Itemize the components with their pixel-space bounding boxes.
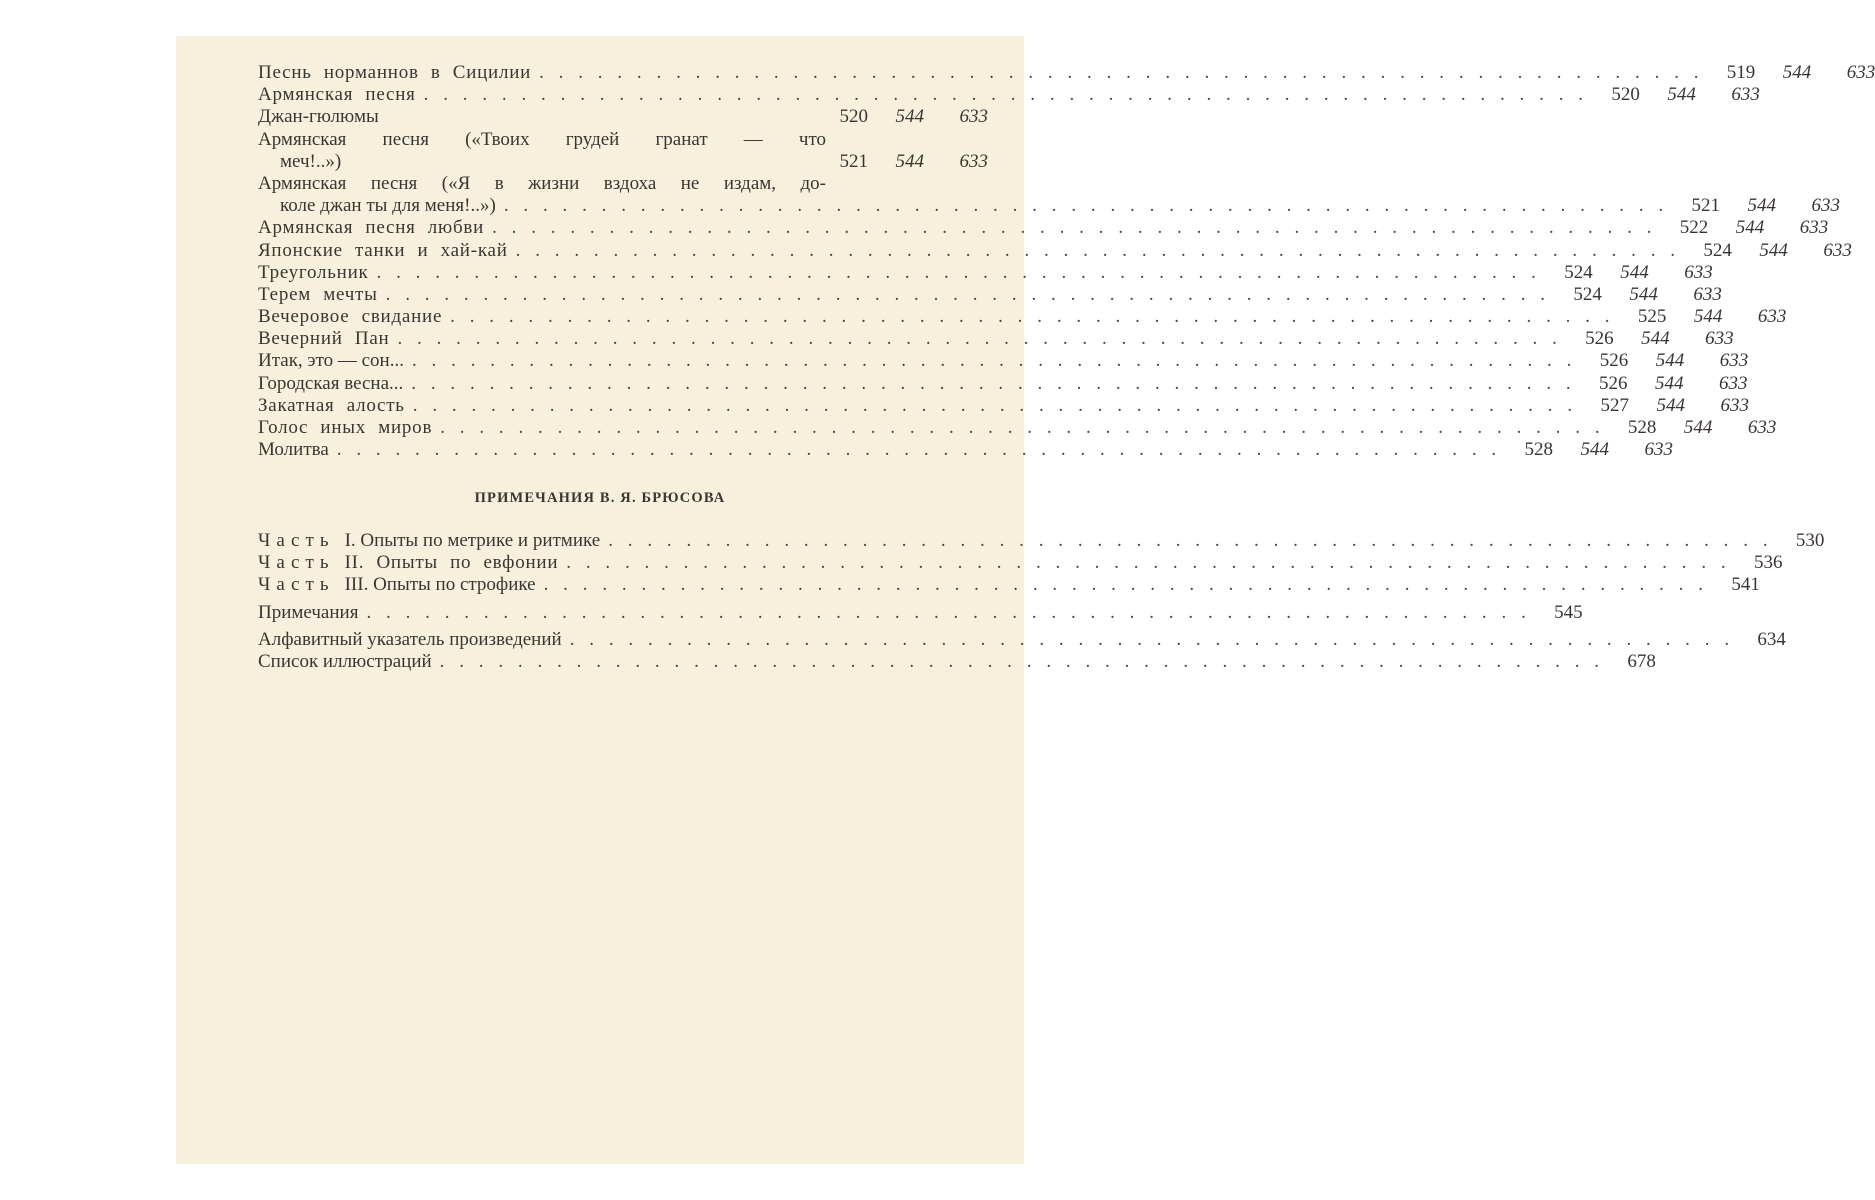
entry-title-line2: меч!..») <box>280 150 342 172</box>
index-page: 633 <box>1757 306 1787 328</box>
page-number: 520 <box>1611 84 1640 106</box>
commentary-page: 544 <box>1580 439 1609 461</box>
index-page: 633 <box>1719 350 1749 372</box>
index-page: 633 <box>1846 62 1875 83</box>
page-number: 530 <box>1795 530 1825 551</box>
page-number: 521 <box>1691 195 1721 217</box>
leader-dots: ............................................................ <box>385 283 1560 305</box>
leader-dots: ............................................................ <box>423 84 1598 106</box>
leader-dots: ............................................................ <box>450 306 1625 328</box>
leader-dots: ............................................................ <box>543 574 1718 596</box>
leader-dots: ............................................................ <box>397 328 1572 350</box>
index-page: 633 <box>1799 217 1829 239</box>
index-page: 633 <box>959 106 988 128</box>
page-number: 541 <box>1731 574 1760 596</box>
page-number: 521 <box>839 150 868 172</box>
toc-entry <box>258 261 1713 284</box>
toc-entry <box>258 350 1749 372</box>
entry-title: Примечания <box>258 601 359 623</box>
part-label: Часть <box>258 552 335 574</box>
page-number: 527 <box>1600 394 1629 416</box>
page-number: 524 <box>1573 283 1602 305</box>
entry-title: Джан-гюлюмы <box>258 106 379 128</box>
leader-dots: ............................................................ <box>439 650 1614 672</box>
entry-title: Алфавитный указатель произведений <box>258 628 562 650</box>
index-page: 633 <box>1823 239 1852 261</box>
part-title: III. Опыты по строфике <box>344 574 536 596</box>
toc-entry <box>258 394 1749 417</box>
illustrations-entry <box>258 650 1656 673</box>
toc-entry <box>258 129 988 173</box>
entry-title: Городская весна... <box>258 372 404 394</box>
contents-list <box>258 62 1875 461</box>
part-title: II. Опыты по евфонии <box>344 552 559 574</box>
leader-dots: ............................................................ <box>376 261 1551 283</box>
entry-title: Список иллюстраций <box>258 650 432 672</box>
page-number: 528 <box>1627 417 1657 438</box>
leader-dots: ............................................................ <box>492 217 1667 239</box>
page-number: 524 <box>1703 239 1732 261</box>
commentary-page: 544 <box>1747 195 1777 217</box>
entry-title-line2: коле джан ты для меня!..») <box>280 195 496 217</box>
index-page: 633 <box>1731 84 1760 106</box>
entry-title: Треугольник <box>258 261 369 283</box>
notes-list <box>258 530 1825 673</box>
page-number: 522 <box>1679 217 1709 239</box>
commentary-page: 544 <box>895 106 924 128</box>
commentary-page: 544 <box>1683 417 1713 438</box>
page-number: 536 <box>1753 552 1783 574</box>
index-page: 633 <box>1719 372 1748 394</box>
entry-title-line1: Армянская песня («Я в жизни вздоха не издам, до- <box>258 172 826 194</box>
commentary-page: 544 <box>1655 350 1685 372</box>
page-number: 520 <box>839 106 868 128</box>
commentary-page: 544 <box>1667 84 1696 106</box>
commentary-page: 544 <box>1629 283 1658 305</box>
entry-title: Армянская песня <box>258 84 416 106</box>
page-number: 524 <box>1564 261 1593 283</box>
entry-title: Вечеровое свидание <box>258 306 443 328</box>
index-page: 633 <box>1684 261 1713 283</box>
page-number: 519 <box>1726 62 1756 83</box>
index-page: 633 <box>1811 195 1841 217</box>
commentary-page: 544 <box>1620 261 1649 283</box>
entry-title: Вечерний Пан <box>258 328 390 350</box>
toc-entry <box>258 172 1841 217</box>
page-number: 525 <box>1637 306 1667 328</box>
section-heading: ПРИМЕЧАНИЯ В. Я. БРЮСОВА <box>474 490 726 506</box>
leader-dots: ............................................................ <box>539 62 1714 83</box>
index-page: 633 <box>1720 394 1749 416</box>
entry-title: Голос иных миров <box>258 417 433 438</box>
leader-dots: ............................................................ <box>503 195 1679 217</box>
part-title: I. Опыты по метрике и ритмике <box>344 530 601 551</box>
toc-entry <box>258 439 1673 461</box>
entry-title: Армянская песня любви <box>258 217 485 239</box>
index-entry <box>258 628 1786 651</box>
part-entry <box>258 552 1783 574</box>
commentary-page: 544 <box>895 150 924 172</box>
toc-entry <box>258 62 1875 84</box>
entry-title: Терем мечты <box>258 283 378 305</box>
commentary-page: 544 <box>1759 239 1788 261</box>
commentary-page: 544 <box>1693 306 1723 328</box>
toc-entry <box>258 283 1722 306</box>
toc-entry <box>258 328 1734 350</box>
leader-dots: ............................................................ <box>411 372 1586 394</box>
leader-dots: ............................................................ <box>566 552 1741 574</box>
toc-entry <box>258 106 988 128</box>
page-number: 634 <box>1757 628 1786 650</box>
toc-entry <box>258 217 1829 239</box>
notes-entry <box>258 601 1583 624</box>
index-page: 633 <box>1705 328 1734 350</box>
page-number: 545 <box>1554 601 1583 623</box>
commentary-page: 544 <box>1656 394 1685 416</box>
leader-dots: ............................................................ <box>515 239 1690 261</box>
page-number: 678 <box>1627 650 1656 672</box>
part-label: Часть <box>258 574 335 596</box>
page-number: 528 <box>1524 439 1553 461</box>
leader-dots: ............................................................ <box>366 601 1541 623</box>
index-page: 633 <box>1644 439 1673 461</box>
commentary-page: 544 <box>1655 372 1684 394</box>
index-page: 633 <box>1693 283 1722 305</box>
part-entry <box>258 574 1760 596</box>
page-number: 526 <box>1585 328 1614 350</box>
toc-entry <box>258 306 1787 328</box>
leader-dots: ............................................................ <box>412 394 1587 416</box>
commentary-page: 544 <box>1782 62 1812 83</box>
leader-dots: ............................................................ <box>440 417 1615 438</box>
toc-entry <box>258 372 1748 395</box>
part-entry <box>258 530 1825 552</box>
commentary-page: 544 <box>1735 217 1765 239</box>
commentary-page: 544 <box>1641 328 1670 350</box>
leader-dots: ............................................................ <box>411 350 1587 372</box>
toc-entry <box>258 84 1760 106</box>
page-number: 526 <box>1599 372 1628 394</box>
entry-title: Закатная алость <box>258 394 405 416</box>
toc-entry <box>258 417 1777 439</box>
leader-dots: ............................................................ <box>608 530 1783 551</box>
page-number: 526 <box>1599 350 1629 372</box>
entry-title: Японские танки и хай-кай <box>258 239 508 261</box>
toc-entry <box>258 239 1852 262</box>
index-page: 633 <box>1747 417 1777 438</box>
leader-dots: ............................................................ <box>336 439 1511 461</box>
part-label: Часть <box>258 530 335 551</box>
leader-dots: ............................................................ <box>569 628 1744 650</box>
index-page: 633 <box>959 150 988 172</box>
entry-title: Итак, это — сон... <box>258 350 404 372</box>
entry-title: Молитва <box>258 439 329 461</box>
entry-title: Песнь норманнов в Сицилии <box>258 62 532 83</box>
entry-title-line1: Армянская песня («Твоих грудей гранат — что <box>258 128 826 150</box>
